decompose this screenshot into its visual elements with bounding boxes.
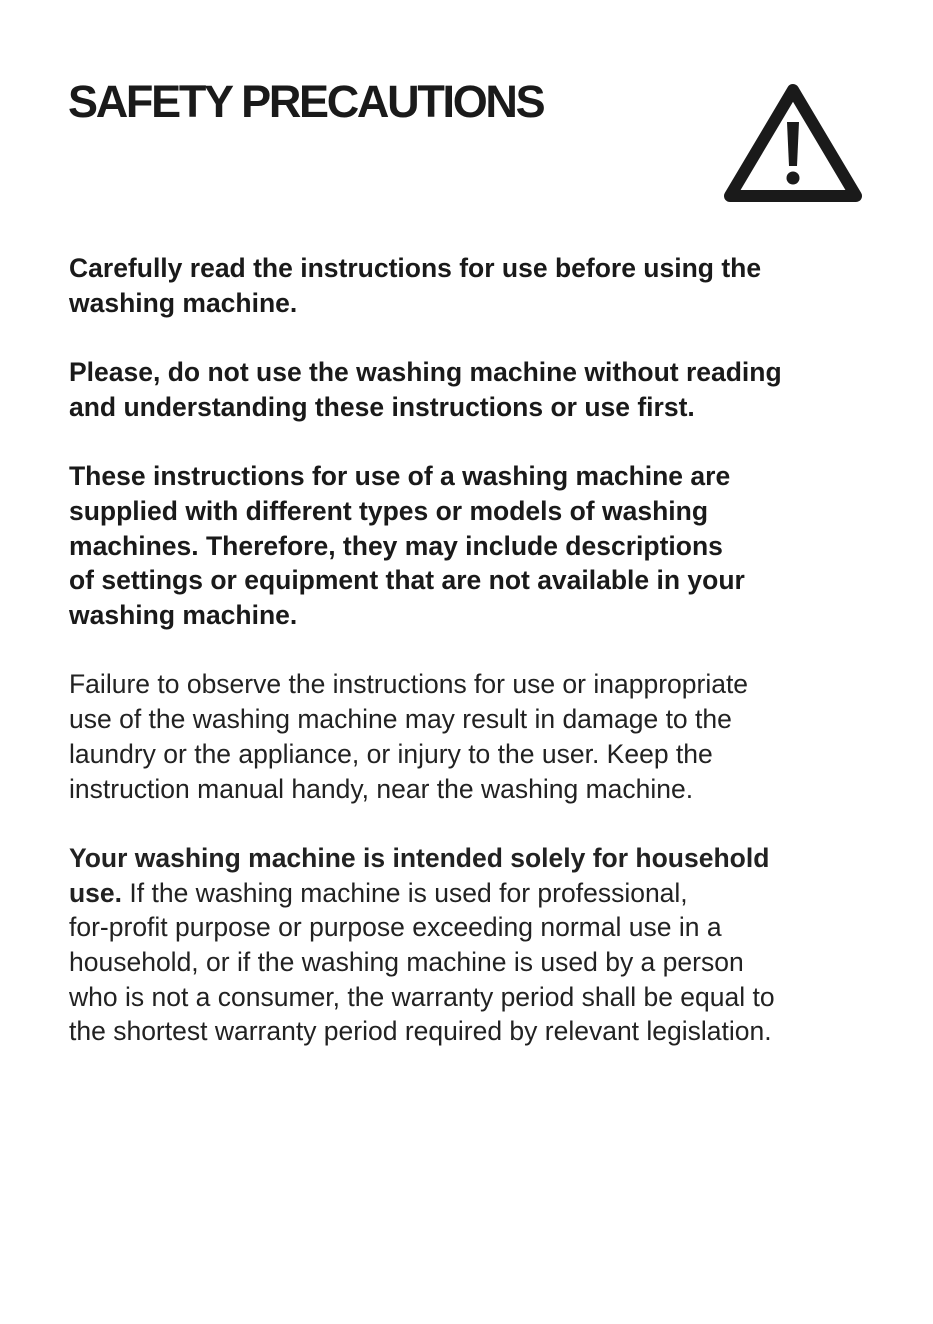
text-line: washing machine. (69, 600, 298, 630)
safety-text (69, 251, 869, 1084)
text-line: Carefully read the instructions for use before using the (69, 253, 762, 283)
page-title: SAFETY PRECAUTIONS (68, 76, 544, 127)
text-line: Your washing machine is intended solely for household (69, 842, 770, 873)
text-line: machines. Therefore, they may include descriptions (69, 530, 723, 561)
text-line-bold: use. (69, 877, 123, 908)
text-line: for-profit purpose or purpose exceeding normal use in a (69, 912, 722, 943)
paragraph-household-use (69, 841, 869, 1049)
text-line-regular: If the washing machine is used for professional, (122, 877, 688, 908)
text-line: and understanding these instructions or use first. (69, 391, 695, 422)
text-line: washing machine. (69, 287, 298, 318)
paragraph-failure (69, 667, 869, 806)
text-line: of settings or equipment that are not available in your (69, 565, 745, 596)
text-line: who is not a consumer, the warranty period shall be equal to (69, 981, 775, 1012)
text-line: supplied with different types or models of washing (69, 495, 709, 526)
paragraph-do-not-use (69, 355, 869, 424)
text-line: Please, do not use the washing machine without reading (69, 357, 782, 388)
text-line: These instructions for use of a washing machine are (69, 461, 731, 492)
text-line: Failure to observe the instructions for use or inappropriate (69, 669, 749, 700)
text-line: the shortest warranty period required by relevant legislation. (69, 1016, 772, 1047)
text-line: household, or if the washing machine is used by a person (69, 947, 744, 977)
warning-triangle-icon (722, 80, 864, 206)
paragraph-models (69, 459, 869, 633)
text-line (69, 876, 869, 911)
paragraph-read-instructions (69, 251, 869, 320)
text-line: laundry or the appliance, or injury to the user. Keep the (69, 738, 713, 769)
text-line: use of the washing machine may result in damage to the (69, 704, 732, 735)
text-line: instruction manual handy, near the washing machine. (69, 773, 694, 804)
